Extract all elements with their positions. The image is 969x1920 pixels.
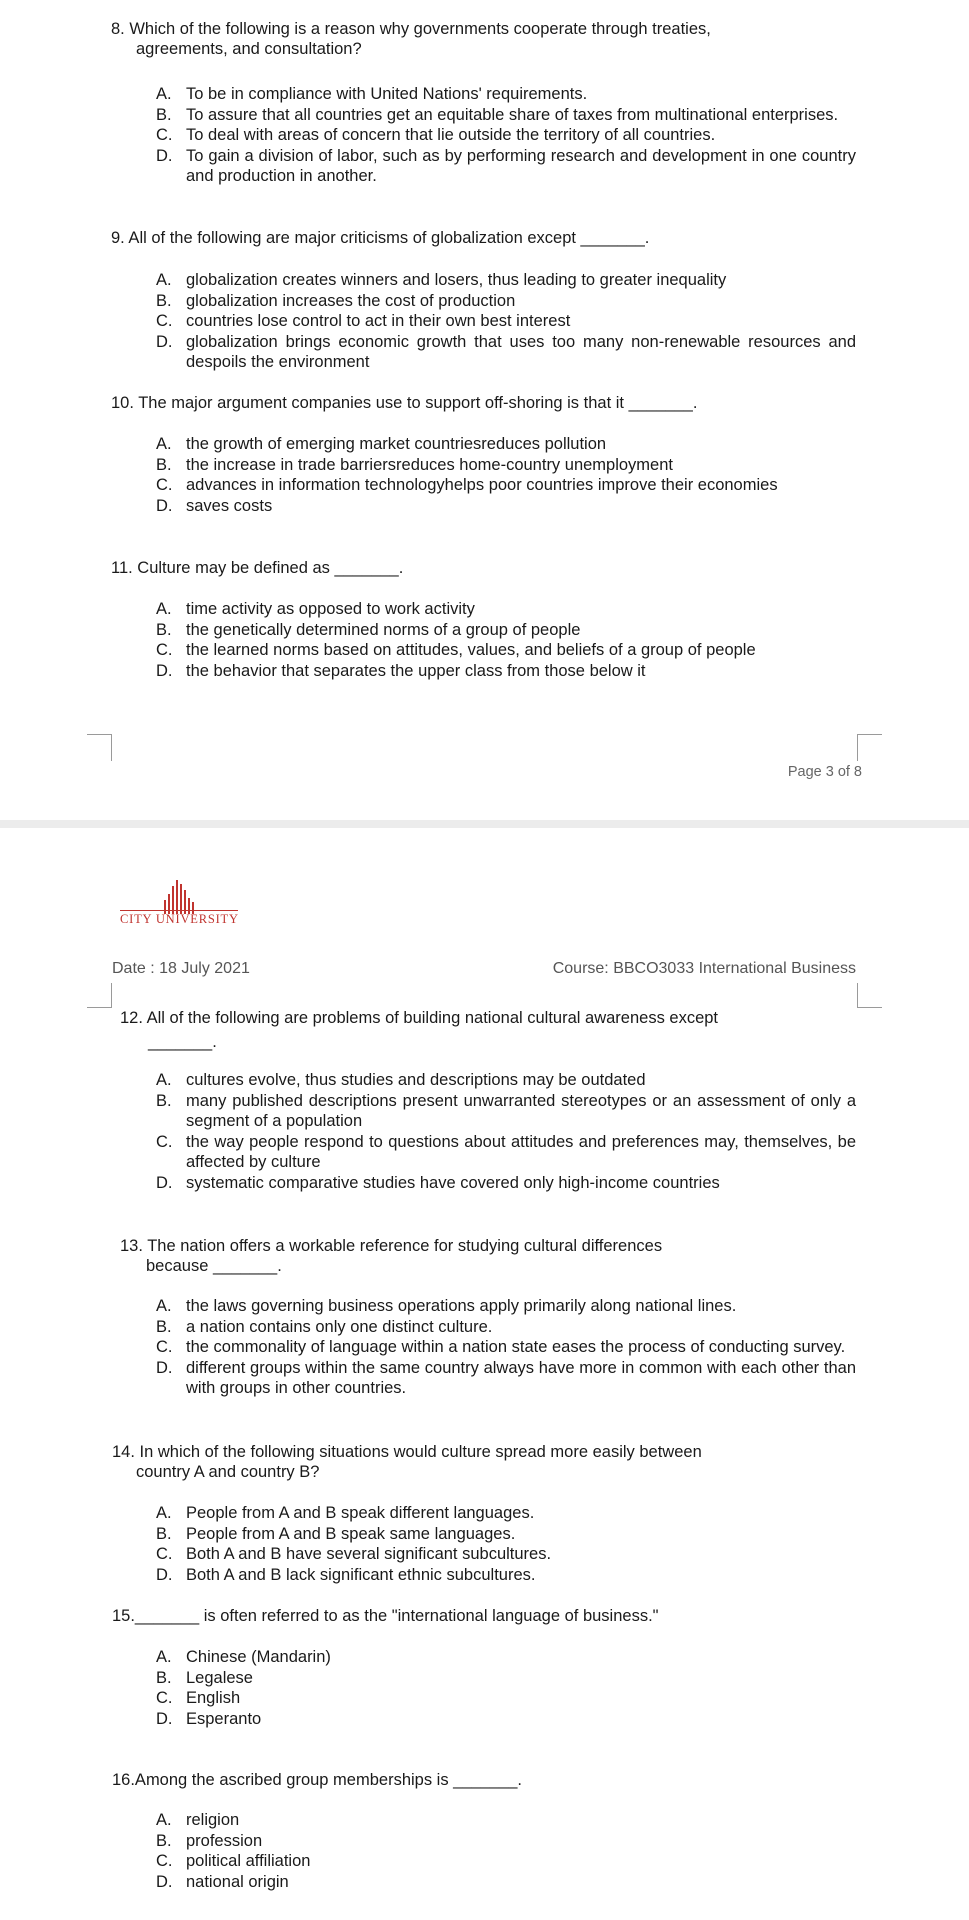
option-a[interactable]: A. To be in compliance with United Nations' requirements. [156, 85, 588, 103]
option-c[interactable]: C. the way people respond to questions about attitudes and preferences may, themselves, be affected by culture [156, 1132, 856, 1171]
option-c[interactable]: C. countries lose control to act in their own best interest [156, 312, 571, 330]
margin-corner-mark [857, 983, 882, 1008]
question-10-stem: 10. The major argument companies use to support off-shoring is that it _______. [111, 394, 698, 412]
option-d[interactable]: D. national origin [156, 1872, 289, 1891]
option-b[interactable]: B. profession [156, 1831, 263, 1850]
question-8-options [156, 84, 856, 187]
question-12-options [156, 1070, 856, 1193]
margin-corner-mark [87, 983, 112, 1008]
question-14-stem: 14. In which of the following situations would culture spread more easily between country A and country B? [112, 1443, 702, 1481]
option-b[interactable]: B. Legalese [156, 1668, 253, 1687]
question-10-options [156, 434, 856, 516]
question-15-stem: 15._______ is often referred to as the "international language of business." [112, 1607, 659, 1625]
margin-corner-mark [857, 734, 882, 761]
option-a[interactable]: A. People from A and B speak different languages. [156, 1504, 535, 1522]
question-11-options [156, 599, 856, 681]
option-b[interactable]: B. a nation contains only one distinct culture. [156, 1317, 493, 1336]
option-b[interactable]: B. many published descriptions present unwarranted stereotypes or an assessment of only a segment of a population [156, 1091, 856, 1130]
option-a[interactable]: A. the growth of emerging market countriesreduces pollution [156, 435, 607, 453]
option-d[interactable]: D. saves costs [156, 496, 273, 515]
option-d[interactable]: D. To gain a division of labor, such as by performing research and development in one country and production in another. [156, 146, 856, 185]
exam-date: Date : 18 July 2021 [112, 960, 250, 977]
option-c[interactable]: C. the commonality of language within a nation state eases the process of conducting survey. [156, 1338, 846, 1356]
option-d[interactable]: D. systematic comparative studies have covered only high-income countries [156, 1173, 720, 1192]
option-c[interactable]: C. advances in information technologyhelps poor countries improve their economies [156, 476, 778, 494]
margin-corner-mark [87, 734, 112, 761]
page-number: Page 3 of 8 [787, 764, 862, 780]
logo-rule [120, 910, 238, 911]
option-d[interactable]: D. the behavior that separates the upper class from those below it [156, 661, 646, 680]
option-a[interactable]: A. the laws governing business operations apply primarily along national lines. [156, 1297, 737, 1315]
option-b[interactable]: B. the increase in trade barriersreduces home-country unemployment [156, 455, 673, 474]
page-separator [0, 820, 969, 828]
question-13-options [156, 1296, 856, 1399]
option-c[interactable]: C. To deal with areas of concern that lie outside the territory of all countries. [156, 126, 716, 144]
option-c[interactable]: C. Both A and B have several significant subcultures. [156, 1545, 552, 1563]
question-8-stem: 8. Which of the following is a reason why governments cooperate through treaties, agreements, and consultation? [111, 20, 711, 58]
option-d[interactable]: D. different groups within the same country always have more in common with each other than with groups in other countries. [156, 1358, 856, 1397]
question-14-options [156, 1503, 856, 1585]
course-code: Course: BBCO3033 International Business [552, 960, 856, 977]
option-c[interactable]: C. the learned norms based on attitudes, values, and beliefs of a group of people [156, 641, 756, 659]
option-a[interactable]: A. Chinese (Mandarin) [156, 1648, 331, 1666]
question-16-stem: 16.Among the ascribed group memberships is _______. [112, 1771, 522, 1789]
option-a[interactable]: A. time activity as opposed to work activity [156, 600, 475, 618]
question-16-options [156, 1810, 856, 1892]
option-b[interactable]: B. People from A and B speak same languages. [156, 1524, 516, 1543]
question-12-stem: 12. All of the following are problems of building national cultural awareness except _______. [120, 1009, 719, 1051]
option-c[interactable]: C. English [156, 1689, 241, 1707]
option-c[interactable]: C. political affiliation [156, 1852, 311, 1870]
option-d[interactable]: D. Esperanto [156, 1709, 262, 1728]
option-d[interactable]: D. globalization brings economic growth that uses too many non-renewable resources and despoils the environment [156, 332, 856, 371]
option-b[interactable]: B. globalization increases the cost of production [156, 291, 516, 310]
question-11-stem: 11. Culture may be defined as _______. [111, 559, 404, 577]
option-a[interactable]: A. cultures evolve, thus studies and descriptions may be outdated [156, 1071, 646, 1089]
option-b[interactable]: B. To assure that all countries get an equitable share of taxes from multinational enterprises. [156, 105, 839, 124]
building-logo-icon [120, 880, 240, 914]
question-9-stem: 9. All of the following are major criticisms of globalization except _______. [111, 229, 650, 247]
option-b[interactable]: B. the genetically determined norms of a group of people [156, 620, 581, 639]
question-15-options [156, 1647, 856, 1729]
question-13-stem: 13. The nation offers a workable reference for studying cultural differences because _______. [120, 1237, 663, 1275]
option-d[interactable]: D. Both A and B lack significant ethnic subcultures. [156, 1565, 536, 1584]
option-a[interactable]: A. globalization creates winners and losers, thus leading to greater inequality [156, 271, 727, 289]
question-9-options [156, 270, 856, 373]
university-logo: CITY UNIVERSITY [120, 880, 240, 928]
option-a[interactable]: A. religion [156, 1811, 240, 1829]
